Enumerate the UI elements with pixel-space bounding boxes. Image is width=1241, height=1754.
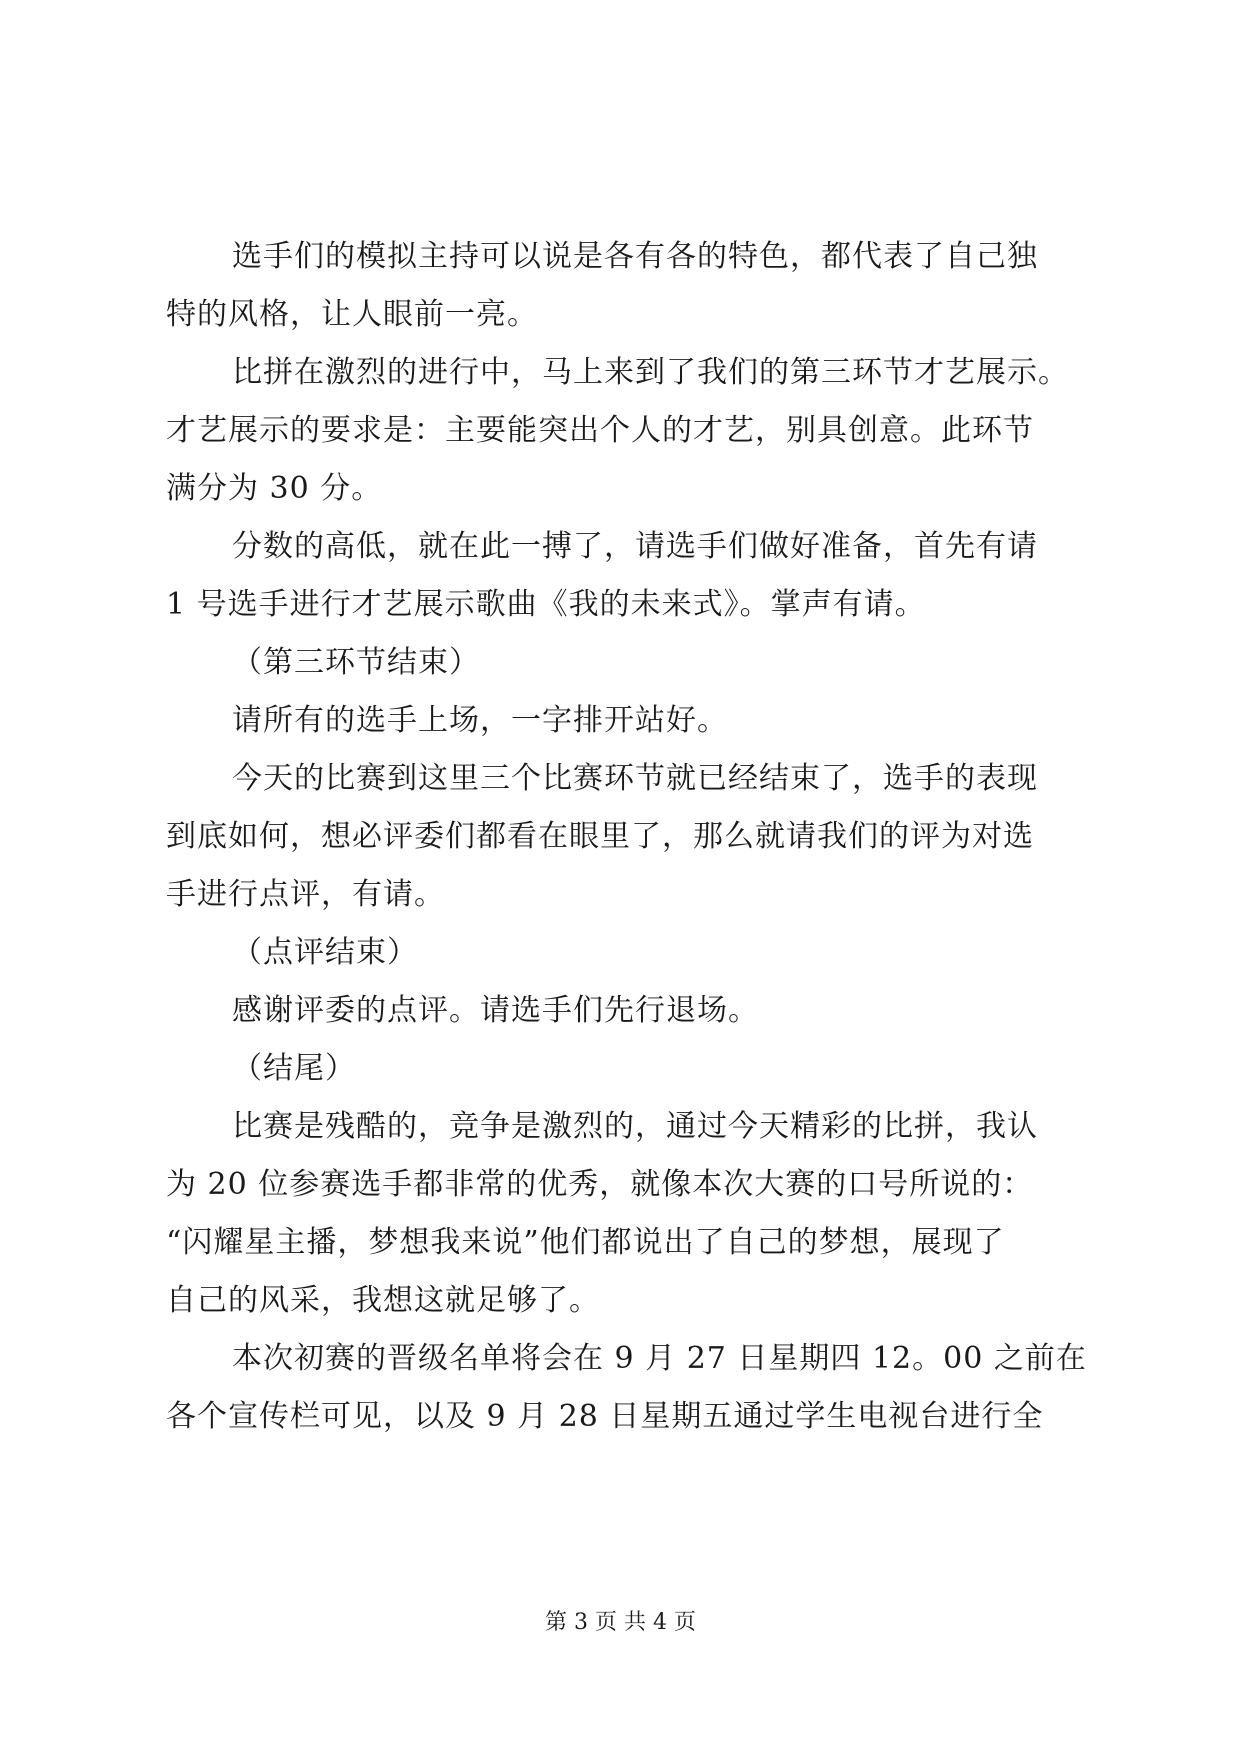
paragraph-line: 比拼在激烈的进行中，马上来到了我们的第三环节才艺展示。: [232, 355, 1069, 390]
paragraph-line: 才艺展示的要求是：主要能突出个人的才艺，别具创意。此环节: [166, 413, 1034, 448]
paragraph-line: 今天的比赛到这里三个比赛环节就已经结束了，选手的表现: [232, 761, 1038, 796]
paragraph-line: 请所有的选手上场，一字排开站好。: [232, 703, 728, 738]
paragraph-line: 1 号选手进行才艺展示歌曲《我的未来式》。掌声有请。: [166, 587, 926, 622]
paragraph-line: 手进行点评，有请。: [166, 877, 445, 912]
paragraph-line: 自己的风采，我想这就足够了。: [166, 1283, 600, 1318]
paragraph-line: 选手们的模拟主持可以说是各有各的特色，都代表了自己独: [232, 239, 1038, 274]
stage-direction: （结尾）: [232, 1051, 356, 1086]
paragraph-line: 比赛是残酷的，竞争是激烈的，通过今天精彩的比拼，我认: [232, 1109, 1038, 1144]
stage-direction: （第三环节结束）: [232, 645, 480, 680]
paragraph-line: 特的风格，让人眼前一亮。: [166, 297, 538, 332]
paragraph-line: 感谢评委的点评。请选手们先行退场。: [232, 993, 759, 1028]
paragraph-line: 本次初赛的晋级名单将会在 9 月 27 日星期四 12。00 之前在: [232, 1341, 1087, 1376]
paragraph-line: 各个宣传栏可见，以及 9 月 28 日星期五通过学生电视台进行全: [166, 1399, 1044, 1434]
paragraph-line: “闪耀星主播，梦想我来说”他们都说出了自己的梦想，展现了: [166, 1225, 1005, 1260]
paragraph-line: 为 20 位参赛选手都非常的优秀，就像本次大赛的口号所说的：: [166, 1167, 1034, 1202]
paragraph-line: 分数的高低，就在此一搏了，请选手们做好准备，首先有请: [232, 529, 1038, 564]
page-number-footer: 第 3 页 共 4 页: [545, 1610, 696, 1635]
paragraph-line: 满分为 30 分。: [166, 471, 383, 506]
stage-direction: （点评结束）: [232, 935, 418, 970]
paragraph-line: 到底如何，想必评委们都看在眼里了，那么就请我们的评为对选: [166, 819, 1034, 854]
document-body: [166, 228, 1086, 1446]
